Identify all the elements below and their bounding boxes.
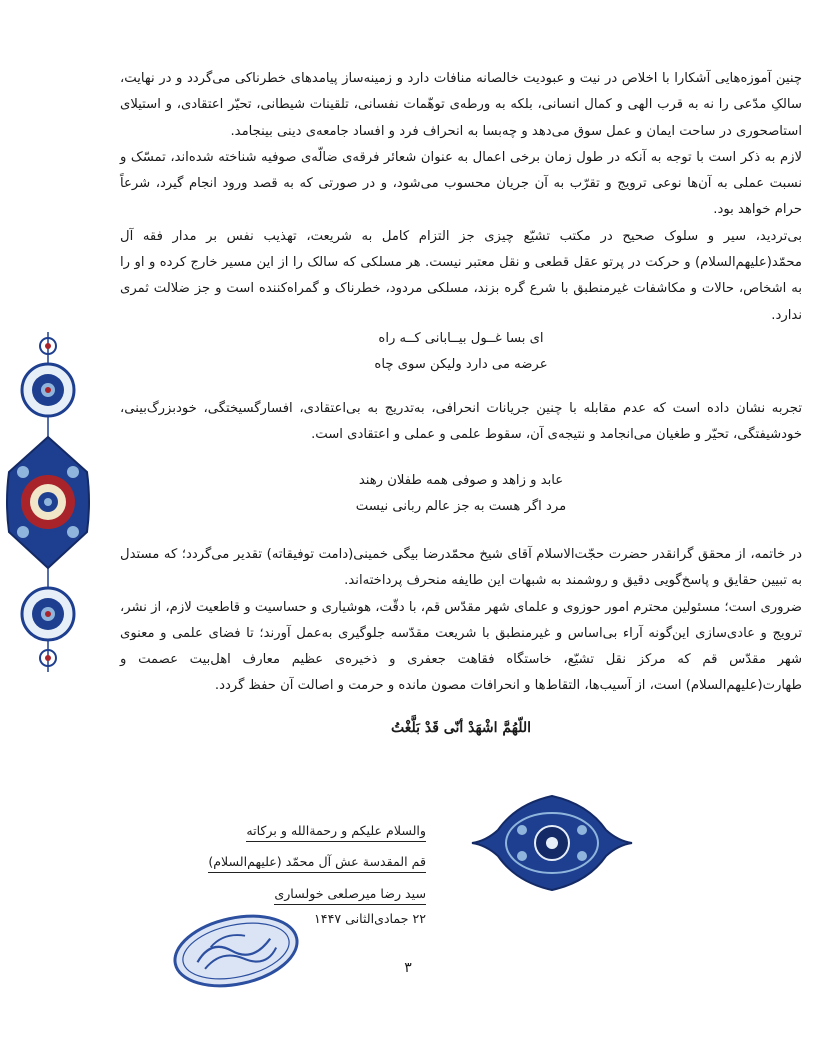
dua-line: اللّهُمَّ اشْهَدْ أنّی قَدْ بَلَّغْتُ	[390, 720, 531, 736]
side-ornament	[3, 332, 93, 672]
paragraph-4: تجربه نشان داده است که عدم مقابله با چنین جریانات انحرافی، به‌تدریج به بی‌اعتقادی، افسارگسیختگی، خودبزرگ‌بینی، خودشیفتگی، تحیّر و طغیان می‌انجامد و نتیجه‌ی آن، سقوط علمی و عملی و اعتقادی است.	[120, 401, 802, 443]
paragraph-5: در خاتمه، از محقق گرانقدر حضرت حجّت‌الاسلام آقای شیخ محمّدرضا بیگی خمینی(دامت توفیقاته) تقدیر می‌گردد؛ که مستدل به تبیین حقایق و پاسخ‌گویی دقیق و روشمند به شبهات این طایفه منحرف پرداخته‌اند.	[120, 547, 802, 589]
poem-2	[120, 468, 802, 521]
paragraph-2: لازم به ذکر است با توجه به آنکه در طول زمان برخی اعمال به عنوان شعائر فرقه‌ی ضالّه‌ی صوفیه شناخته شده‌اند، تمسّک و نسبت عملی به آن‌ها نوعی ترویج و تقرّب به آن جریان محسوب می‌شود، و در صورتی که به قصد ورود انجام گیرد، شرعاً حرام خواهد بود.	[120, 149, 802, 218]
tile-ornament	[470, 794, 634, 892]
signature-date: ۲۲ جمادی‌الثانی ۱۴۴۷	[314, 911, 426, 926]
paragraph-1: چنین آموزه‌هایی آشکارا با اخلاص در نیت و عبودیت خالصانه منافات دارد و زمینه‌ساز پیامدهای خطرناکی می‌گردد و در نهایت، سالکِ مدّعی را نه به قرب الهی و کمال انسانی، بلکه به ورطه‌ی توهّمات نفسانی، تلقینات شیطانی، تحیّر اعتقادی، و استیلای استاصحوری در ساحت ایمان و عمل سوق می‌دهد و چه‌بسا به انحراف فرد و افساد جامعه‌ی دینی بینجامد.	[120, 71, 802, 139]
signature-salutation: والسلام علیکم و رحمة‌الله و برکاته	[246, 822, 426, 842]
signature-name: سید رضا میرصلعی خولساری	[274, 885, 426, 905]
paragraph-4-block	[120, 396, 802, 449]
seal-stamp	[168, 910, 304, 992]
poem-1-line-2: عرضه می دارد ولیکن سوی چاه	[374, 357, 548, 373]
poem-1-line-1: ای بسا غــول بیــابانی کــه راه	[378, 331, 544, 346]
closing-block	[120, 542, 802, 700]
poem-2-line-2: مرد اگر هست به جز عالم ربانی نیست	[355, 499, 567, 515]
poem-2-line-1: عابد و زاهد و صوفی همه طفلان رهند	[358, 473, 564, 488]
page-number: ۳	[404, 960, 412, 976]
signature-place: قم المقدسة عش آل محمّد (علیهم‌السلام)	[208, 853, 426, 873]
body-text	[120, 66, 802, 329]
poem-1	[120, 326, 802, 379]
paragraph-6: ضروری است؛ مسئولین محترم امور حوزوی و علمای شهر مقدّس قم، با دقّت، هوشیاری و حساسیت و قاطعیت لازم، از نشر، ترویج و عادی‌سازی این‌گونه آراء بی‌اساس و غیرمنطبق با شریعت مقدّسه جلوگیری به‌عمل آورند؛ تا فضای علمی و معنوی شهر مقدّس قم که مرکز نقل تشیّع، خاستگاه فقاهت جعفری و ذخیره‌ی عظیم معارف اهل‌بیت عصمت و طهارت(علیهم‌السلام) است، از آسیب‌ها، التقاط‌ها و انحرافات مصون مانده و حرمت و اصالت آن حفظ گردد.	[120, 599, 802, 694]
paragraph-3: بی‌تردید، سیر و سلوک صحیح در مکتب تشیّع چیزی جز التزام کامل به شریعت، تهذیب نفس بر مدار فقه آل محمّد(علیهم‌السلام) و حرکت در پرتو عقل قطعی و نقل معتبر نیست. هر مسلکی که سالک را از این مسیر خارج کرده و او را به اشخاص، حالات و مکاشفات غیرمنطبق با شرع گره بزند، مسلکی مردود، خطرناک و گمراه‌کننده است و جز ضلالت ثمری ندارد.	[120, 228, 802, 323]
